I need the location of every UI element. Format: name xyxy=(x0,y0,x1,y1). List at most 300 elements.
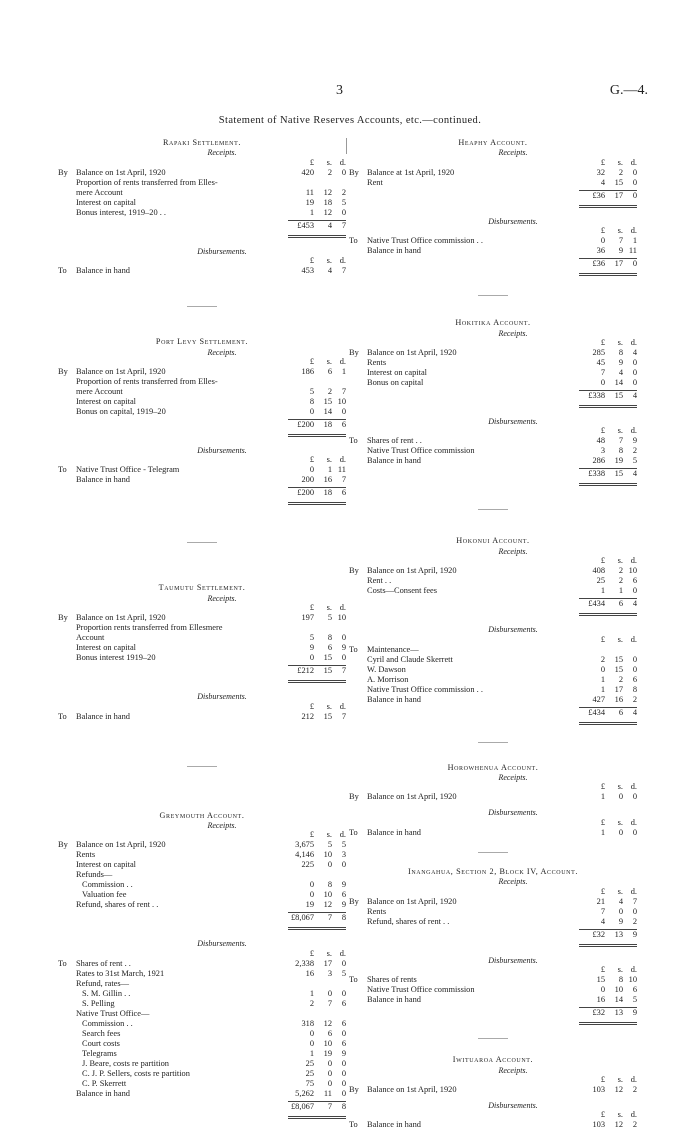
entry-row xyxy=(58,860,346,870)
currency-header xyxy=(349,1110,637,1120)
amount xyxy=(288,900,346,910)
entry-row xyxy=(58,1039,346,1049)
currency-pounds: £ xyxy=(600,157,605,167)
entry-description: Interest on capital xyxy=(76,860,136,870)
currency-shillings: s. xyxy=(617,426,623,436)
currency-shillings: s. xyxy=(617,817,623,827)
amount xyxy=(579,358,637,368)
amount-shillings: 8 xyxy=(327,880,332,890)
entry-row xyxy=(58,168,346,178)
entry-row xyxy=(58,623,346,633)
entry-description: Refunds— xyxy=(76,870,113,880)
amount-shillings: 12 xyxy=(323,187,332,197)
amount-pounds: 1 xyxy=(600,827,605,837)
currency-pence: d. xyxy=(630,634,637,644)
entry-row xyxy=(58,1069,346,1079)
entry-row xyxy=(58,959,346,969)
amount-pounds: £338 xyxy=(588,469,605,479)
amount xyxy=(579,665,637,675)
amount xyxy=(288,419,346,437)
entry-row xyxy=(58,178,346,188)
amount-pence: 7 xyxy=(341,475,346,485)
currency-pounds: £ xyxy=(600,1110,605,1120)
account-block xyxy=(349,138,637,273)
amount-pounds: £200 xyxy=(297,420,314,430)
disbursements-label: Disbursements. xyxy=(488,417,538,427)
amount xyxy=(288,465,346,475)
currency-pounds: £ xyxy=(309,701,314,711)
amount-pence: 9 xyxy=(341,880,346,890)
amount-shillings: 6 xyxy=(618,707,623,717)
amount xyxy=(288,643,346,653)
entry-row xyxy=(349,1120,637,1130)
amount-pence: 0 xyxy=(632,190,637,200)
currency-pence: d. xyxy=(630,782,637,792)
amount xyxy=(288,1059,346,1069)
amount-shillings: 14 xyxy=(614,378,623,388)
account-title: Rapaki Settlement. xyxy=(162,138,241,147)
amount xyxy=(579,456,637,466)
amount-shillings: 1 xyxy=(327,465,332,475)
entry-row xyxy=(349,975,637,985)
disbursements-label: Disbursements. xyxy=(488,955,538,965)
entry-prefix: To xyxy=(349,436,358,446)
amount-pounds: £434 xyxy=(588,707,605,717)
amount-shillings: 17 xyxy=(323,958,332,968)
section-divider xyxy=(478,852,508,853)
currency-shillings: s. xyxy=(617,782,623,792)
entry-prefix: To xyxy=(349,644,358,654)
amount-shillings: 7 xyxy=(327,998,332,1008)
currency-labels xyxy=(579,782,637,792)
amount-pounds: 48 xyxy=(596,436,605,446)
entry-description: Interest on capital xyxy=(76,397,136,407)
amount-pence: 0 xyxy=(632,368,637,378)
amount-shillings: 19 xyxy=(614,456,623,466)
amount-shillings: 7 xyxy=(327,913,332,923)
receipts-label: Receipts. xyxy=(498,328,528,338)
amount-pence: 0 xyxy=(632,358,637,368)
entry-row xyxy=(58,397,346,407)
amount-shillings: 5 xyxy=(327,840,332,850)
amount xyxy=(288,1049,346,1059)
entry-description: Balance in hand xyxy=(367,827,421,837)
amount-pounds: 7 xyxy=(600,906,605,916)
entry-description: Rents xyxy=(367,906,387,916)
amount xyxy=(288,377,346,387)
entry-description: Bonus on capital, 1919–20 xyxy=(76,407,166,417)
amount-shillings: 2 xyxy=(618,576,623,586)
amount-shillings: 9 xyxy=(618,358,623,368)
amount-pence: 0 xyxy=(341,653,346,663)
entry-row xyxy=(58,999,346,1009)
amount xyxy=(579,1120,637,1130)
entry-description: Balance on 1st April, 1920 xyxy=(367,1084,457,1094)
account-title: Iwituaroa Account. xyxy=(452,1055,534,1065)
currency-labels xyxy=(579,1110,637,1120)
amount-shillings: 0 xyxy=(327,1068,332,1078)
amount-pounds: 32 xyxy=(596,167,605,177)
entry-row xyxy=(58,1079,346,1089)
entry-description: Balance in hand xyxy=(367,456,421,466)
currency-pence: d. xyxy=(630,338,637,348)
amount-pounds: 0 xyxy=(309,407,314,417)
amount-pounds: 5,262 xyxy=(295,1088,314,1098)
entry-description: Balance on 1st April, 1920 xyxy=(367,566,457,576)
entry-row xyxy=(58,188,346,198)
receipts-label: Receipts. xyxy=(207,593,237,603)
currency-pounds: £ xyxy=(309,830,314,840)
amount-pounds: 1 xyxy=(309,1048,314,1058)
entry-description: Balance in hand xyxy=(76,475,130,485)
entry-description: Native Trust Office commission xyxy=(367,446,475,456)
currency-pounds: £ xyxy=(600,634,605,644)
amount-pounds: £8,067 xyxy=(290,913,314,923)
account-block xyxy=(58,337,346,502)
entry-description: Balance in hand xyxy=(367,246,421,256)
entry-prefix: To xyxy=(349,827,358,837)
entry-description: Search fees xyxy=(82,1028,121,1038)
entry-row xyxy=(58,387,346,397)
entry-description: Commission . . xyxy=(82,1018,133,1028)
currency-labels xyxy=(579,1075,637,1085)
amount-shillings: 12 xyxy=(323,900,332,910)
amount xyxy=(288,367,346,377)
amount-pence: 7 xyxy=(632,896,637,906)
amount-pounds: 3 xyxy=(600,446,605,456)
currency-labels xyxy=(579,818,637,828)
amount-shillings: 18 xyxy=(323,197,332,207)
amount-pounds: 4,146 xyxy=(295,850,314,860)
entry-row xyxy=(349,348,637,358)
amount-shillings: 15 xyxy=(614,654,623,664)
amount-shillings: 8 xyxy=(327,633,332,643)
amount-pence: 6 xyxy=(632,576,637,586)
amount-shillings: 2 xyxy=(618,674,623,684)
entry-description: Commission . . xyxy=(82,880,133,890)
amount-shillings: 13 xyxy=(614,1008,623,1018)
entry-row xyxy=(349,368,637,378)
amount-pence: 5 xyxy=(341,968,346,978)
currency-shillings: s. xyxy=(326,256,332,266)
currency-header xyxy=(349,226,637,236)
section-divider xyxy=(478,1038,508,1039)
entry-description: S. Pelling xyxy=(82,998,115,1008)
disbursements-label: Disbursements. xyxy=(488,216,538,226)
disbursements-label: Disbursements. xyxy=(488,808,538,818)
amount-pounds: 5 xyxy=(309,387,314,397)
total-row xyxy=(58,221,346,235)
amount-shillings: 17 xyxy=(614,190,623,200)
amount xyxy=(288,959,346,969)
amount xyxy=(288,969,346,979)
amount xyxy=(579,792,637,802)
amount-shillings: 15 xyxy=(323,666,332,676)
entry-row xyxy=(58,1059,346,1069)
entry-description: Bonus interest 1919–20 xyxy=(76,653,156,663)
amount xyxy=(288,912,346,930)
currency-header xyxy=(349,556,637,566)
entry-row xyxy=(58,1089,346,1099)
amount xyxy=(288,397,346,407)
report-code: G.—4. xyxy=(609,83,648,98)
amount xyxy=(579,586,637,596)
amount xyxy=(579,246,637,256)
currency-header xyxy=(349,887,637,897)
currency-header xyxy=(58,830,346,840)
entry-description: S. M. Gillin . . xyxy=(82,988,131,998)
amount-shillings: 15 xyxy=(614,391,623,401)
amount-pence: 0 xyxy=(341,1058,346,1068)
entry-description: Balance in hand xyxy=(367,995,421,1005)
entry-row xyxy=(349,436,637,446)
entry-description: mere Account xyxy=(76,387,123,397)
amount-shillings: 8 xyxy=(618,446,623,456)
amount xyxy=(288,1019,346,1029)
entry-prefix: To xyxy=(349,1120,358,1130)
entry-prefix: By xyxy=(58,613,68,623)
entry-description: W. Dawson xyxy=(367,664,406,674)
amount-pence: 9 xyxy=(341,900,346,910)
amount xyxy=(288,613,346,623)
entry-description: Balance in hand xyxy=(76,1088,130,1098)
amount-pence: 9 xyxy=(632,929,637,939)
amount xyxy=(288,623,346,633)
currency-pounds: £ xyxy=(309,357,314,367)
section-divider xyxy=(478,295,508,296)
amount-pounds: 453 xyxy=(301,266,314,276)
amount-shillings: 8 xyxy=(618,975,623,985)
amount xyxy=(288,840,346,850)
entry-prefix: By xyxy=(58,840,68,850)
amount xyxy=(579,707,637,725)
currency-pence: d. xyxy=(630,157,637,167)
amount-pence: 7 xyxy=(341,266,346,276)
entry-row xyxy=(349,178,637,188)
entry-row xyxy=(349,378,637,388)
amount-pence: 8 xyxy=(341,1101,346,1111)
amount-shillings: 10 xyxy=(614,985,623,995)
entry-description: Balance on 1st April, 1920 xyxy=(76,613,166,623)
amount xyxy=(579,929,637,947)
currency-pence: d. xyxy=(630,965,637,975)
currency-labels xyxy=(579,338,637,348)
amount-pence: 2 xyxy=(341,187,346,197)
amount xyxy=(579,236,637,246)
amount-pence: 6 xyxy=(341,488,346,498)
amount xyxy=(288,1039,346,1049)
entry-row xyxy=(349,358,637,368)
entry-row xyxy=(58,712,346,722)
entry-description: J. Beare, costs re partition xyxy=(82,1058,169,1068)
entry-description: Native Trust Office commission . . xyxy=(367,684,483,694)
entry-row xyxy=(58,377,346,387)
currency-pence: d. xyxy=(339,603,346,613)
page-number: 3 xyxy=(336,83,343,98)
amount-pounds: 2 xyxy=(309,998,314,1008)
currency-shillings: s. xyxy=(617,634,623,644)
amount xyxy=(579,897,637,907)
amount-pounds: £36 xyxy=(592,259,605,269)
amount-pounds: £32 xyxy=(592,1008,605,1018)
amount xyxy=(288,665,346,683)
entry-description: A. Morrison xyxy=(367,674,409,684)
account-title: Port Levy Settlement. xyxy=(155,337,249,347)
amount-shillings: 18 xyxy=(323,420,332,430)
entry-row xyxy=(58,367,346,377)
currency-pence: d. xyxy=(339,948,346,958)
currency-pounds: £ xyxy=(600,426,605,436)
entry-row xyxy=(349,446,637,456)
currency-labels xyxy=(288,830,346,840)
entry-prefix: To xyxy=(58,266,67,276)
currency-pence: d. xyxy=(339,701,346,711)
currency-pence: d. xyxy=(630,886,637,896)
amount-pence: 2 xyxy=(632,446,637,456)
amount-shillings: 6 xyxy=(618,599,623,609)
account-title: Horowhenua Account. xyxy=(447,762,539,772)
amount-shillings: 12 xyxy=(614,1084,623,1094)
entry-row xyxy=(58,653,346,663)
amount-pence: 10 xyxy=(628,975,637,985)
currency-pence: d. xyxy=(630,226,637,236)
entry-description: Refund, rates— xyxy=(76,978,130,988)
amount xyxy=(288,178,346,188)
currency-pence: d. xyxy=(339,830,346,840)
left-column xyxy=(58,138,346,1116)
amount xyxy=(288,880,346,890)
entry-prefix: To xyxy=(349,236,358,246)
entry-description: Balance on 1st April, 1920 xyxy=(367,348,457,358)
amount-shillings: 16 xyxy=(614,694,623,704)
entry-row xyxy=(349,792,637,802)
currency-pounds: £ xyxy=(600,226,605,236)
currency-shillings: s. xyxy=(617,1074,623,1084)
amount-shillings: 13 xyxy=(614,929,623,939)
entry-description: Rent xyxy=(367,177,383,187)
amount-pounds: £8,067 xyxy=(290,1101,314,1111)
disbursements-label: Disbursements. xyxy=(197,246,247,256)
entry-description: Shares of rent . . xyxy=(76,958,131,968)
amount-shillings: 4 xyxy=(618,896,623,906)
amount xyxy=(288,989,346,999)
amount-pounds: 408 xyxy=(592,566,605,576)
receipts-label: Receipts. xyxy=(498,546,528,556)
currency-pounds: £ xyxy=(600,817,605,827)
amount-shillings: 0 xyxy=(618,792,623,802)
amount-shillings: 0 xyxy=(618,827,623,837)
currency-shillings: s. xyxy=(617,886,623,896)
amount-pence: 5 xyxy=(341,840,346,850)
entry-row xyxy=(349,168,637,178)
entry-row xyxy=(58,880,346,890)
total-row xyxy=(349,259,637,273)
disbursements-label: Disbursements. xyxy=(488,1100,538,1110)
currency-pounds: £ xyxy=(309,455,314,465)
disbursements-label: Disbursements. xyxy=(197,446,247,456)
entry-description: Balance at 1st April, 1920 xyxy=(367,167,455,177)
entry-row xyxy=(349,907,637,917)
currency-header xyxy=(349,782,637,792)
amount-pence: 0 xyxy=(632,654,637,664)
amount-shillings: 0 xyxy=(618,906,623,916)
amount-shillings: 15 xyxy=(323,711,332,721)
amount-pounds: 9 xyxy=(309,643,314,653)
entry-row xyxy=(349,985,637,995)
entry-row xyxy=(349,576,637,586)
entry-description: Refund, shares of rent . . xyxy=(367,916,450,926)
currency-labels xyxy=(288,949,346,959)
entry-row xyxy=(349,246,637,256)
amount-pounds: 19 xyxy=(305,900,314,910)
amount xyxy=(288,1079,346,1089)
amount xyxy=(288,266,346,276)
amount xyxy=(288,198,346,208)
amount-pence: 5 xyxy=(632,995,637,1005)
entry-description: Rents xyxy=(76,850,96,860)
currency-header xyxy=(349,635,637,645)
amount-pounds: £36 xyxy=(592,190,605,200)
currency-shillings: s. xyxy=(326,455,332,465)
amount-shillings: 8 xyxy=(618,348,623,358)
currency-pence: d. xyxy=(630,817,637,827)
amount-pounds: 16 xyxy=(305,968,314,978)
total-row xyxy=(58,666,346,680)
amount xyxy=(288,487,346,505)
currency-shillings: s. xyxy=(617,157,623,167)
amount-pence: 5 xyxy=(632,456,637,466)
entry-description: Shares of rents xyxy=(367,975,417,985)
currency-shillings: s. xyxy=(617,556,623,566)
amount-pounds: 0 xyxy=(309,890,314,900)
entry-description: Interest on capital xyxy=(76,643,136,653)
amount-pence: 9 xyxy=(632,436,637,446)
account-title: Hokonui Account. xyxy=(456,536,530,546)
amount-shillings: 17 xyxy=(614,259,623,269)
amount-shillings: 15 xyxy=(614,664,623,674)
amount-pence: 6 xyxy=(632,674,637,684)
account-title: Inangahua, Section 2, Block IV, Account. xyxy=(408,866,578,876)
amount-pounds: 1 xyxy=(600,586,605,596)
amount-shillings: 5 xyxy=(327,613,332,623)
entry-row xyxy=(349,695,637,705)
entry-description: Shares of rent . . xyxy=(367,436,422,446)
amount-shillings: 7 xyxy=(618,236,623,246)
entry-description: Cyril and Claude Skerrett xyxy=(367,654,453,664)
amount-pounds: 11 xyxy=(305,187,314,197)
amount-pence: 6 xyxy=(341,890,346,900)
entry-description: Balance on 1st April, 1920 xyxy=(76,167,166,177)
amount xyxy=(288,220,346,238)
amount xyxy=(288,168,346,178)
currency-header xyxy=(349,818,637,828)
amount-shillings: 10 xyxy=(323,850,332,860)
receipts-label: Receipts. xyxy=(207,821,237,831)
amount xyxy=(579,695,637,705)
currency-labels xyxy=(579,965,637,975)
entry-description: Balance in hand xyxy=(76,266,130,276)
entry-row xyxy=(58,613,346,623)
amount-pence: 0 xyxy=(632,586,637,596)
section-divider xyxy=(187,766,217,767)
section-divider xyxy=(187,306,217,307)
amount-pence: 2 xyxy=(632,916,637,926)
amount-pounds: 103 xyxy=(592,1120,605,1130)
amount-shillings: 15 xyxy=(614,469,623,479)
account-block xyxy=(58,138,346,276)
currency-pence: d. xyxy=(630,426,637,436)
amount-pounds: 318 xyxy=(301,1018,314,1028)
